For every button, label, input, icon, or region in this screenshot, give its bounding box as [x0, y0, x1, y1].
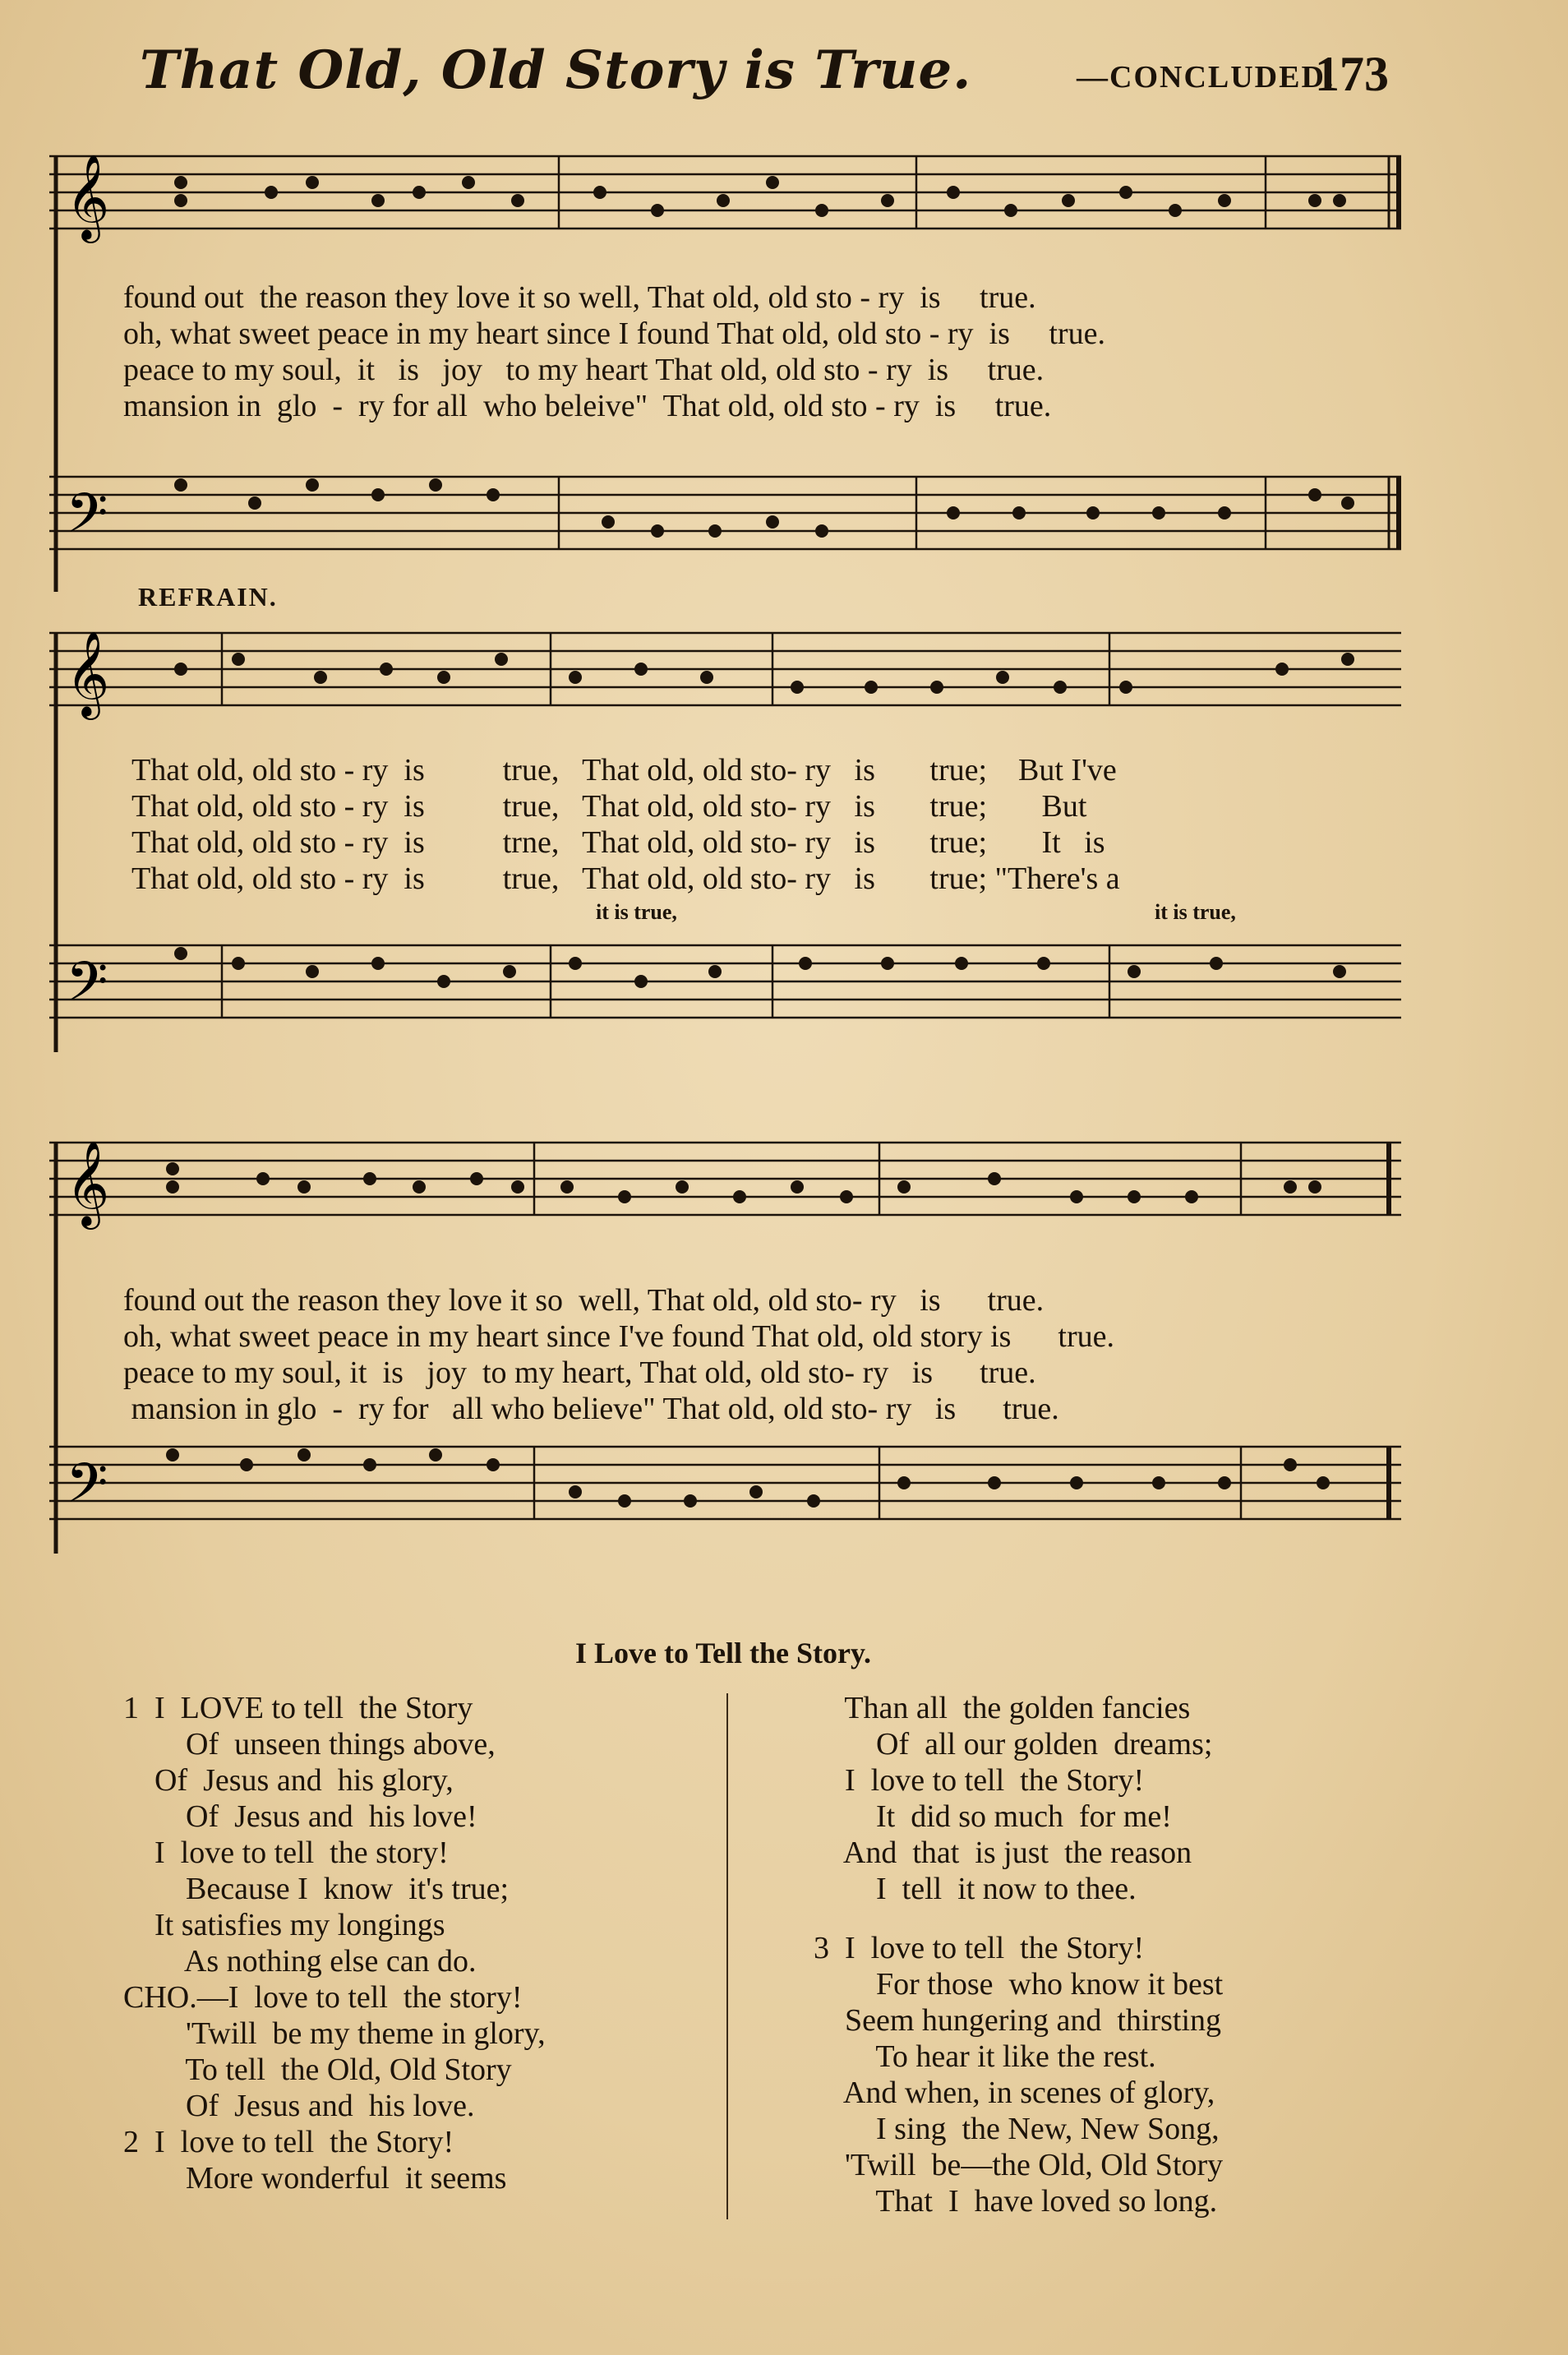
verse-line: Of all our golden dreams;: [814, 1727, 1213, 1762]
verse-line: 1 I LOVE to tell the Story: [123, 1691, 473, 1725]
hymn-right-column: [814, 1690, 1223, 2219]
lyric-line: peace to my soul, it is joy to my heart, That old, old sto- ry is true.: [123, 1355, 1036, 1390]
verse-line: To tell the Old, Old Story: [123, 2053, 512, 2087]
verse-line: Seem hungering and thirsting: [814, 2003, 1222, 2038]
verse-line: Of Jesus and his glory,: [123, 1763, 454, 1798]
verse-line: 3 I love to tell the Story!: [814, 1931, 1145, 1965]
verse-line: And that is just the reason: [814, 1836, 1192, 1870]
verse-line: Because I know it's true;: [123, 1872, 510, 1906]
concluded-label: —CONCLUDED.: [1077, 60, 1335, 95]
lyrics-section-3: [123, 1282, 1438, 1427]
lyric-line: That old, old sto - ry is trne, That old, old sto- ry is true; It is: [131, 825, 1105, 860]
lyric-line: mansion in glo - ry for all who beleive" That old, old sto - ry is true.: [123, 389, 1052, 423]
verse-line: I love to tell the story!: [123, 1836, 449, 1870]
svg-text:𝄢: 𝄢: [66, 950, 108, 1027]
svg-text:𝄞: 𝄞: [66, 630, 110, 717]
verse-line: It did so much for me!: [814, 1799, 1172, 1834]
verse-line: And when, in scenes of glory,: [814, 2076, 1215, 2110]
hymn-left-column: [123, 1690, 546, 2196]
hymn-title: I Love to Tell the Story.: [574, 1637, 872, 1669]
verse-line: That I have loved so long.: [814, 2184, 1218, 2219]
lyric-line: That old, old sto - ry is true, That old, old sto- ry is true; But I've: [131, 753, 1117, 787]
column-divider: [726, 1693, 728, 2219]
verse-line: Of unseen things above,: [123, 1727, 496, 1762]
svg-text:𝄢: 𝄢: [66, 482, 108, 558]
verse-line: More wonderful it seems: [123, 2161, 507, 2196]
lyric-line: That old, old sto - ry is true, That old, old sto- ry is true; But: [131, 789, 1087, 824]
song-title: That Old, Old Story is True.: [140, 39, 972, 101]
refrain-label: REFRAIN.: [138, 582, 278, 612]
lyric-line: peace to my soul, it is joy to my heart That old, old sto - ry is true.: [123, 353, 1045, 387]
verse-line: As nothing else can do.: [123, 1944, 477, 1979]
verse-line: I love to tell the Story!: [814, 1763, 1145, 1798]
svg-text:𝄢: 𝄢: [66, 1452, 108, 1528]
verse-line: CHO.—I love to tell the story!: [123, 1980, 523, 2015]
lyrics-refrain: [131, 752, 1446, 897]
lyric-line: found out the reason they love it so well, That old, old sto- ry is true.: [123, 1283, 1045, 1318]
verse-line: Of Jesus and his love!: [123, 1799, 477, 1834]
lyric-line: mansion in glo - ry for all who believe" That old, old sto- ry is true.: [123, 1392, 1059, 1426]
verse-line: 'Twill be my theme in glory,: [123, 2016, 546, 2051]
page-number: 173: [1315, 47, 1389, 101]
svg-text:𝄞: 𝄞: [66, 1140, 110, 1226]
lyric-line: oh, what sweet peace in my heart since I've found That old, old story is true.: [123, 1319, 1114, 1354]
page-header: [140, 39, 1422, 113]
verse-line: [814, 1907, 1223, 1930]
svg-text:𝄞: 𝄞: [66, 154, 110, 240]
verse-line: 2 I love to tell the Story!: [123, 2125, 454, 2159]
verse-line: Than all the golden fancies: [814, 1691, 1191, 1725]
verse-line: 'Twill be—the Old, Old Story: [814, 2148, 1224, 2182]
lyrics-section-1: [123, 279, 1438, 424]
verse-line: It satisfies my longings: [123, 1908, 445, 1942]
verse-line: For those who know it best: [814, 1967, 1224, 2002]
lyric-line: oh, what sweet peace in my heart since I found That old, old sto - ry is true.: [123, 316, 1105, 351]
lyric-line: found out the reason they love it so well, That old, old sto - ry is true.: [123, 280, 1036, 315]
alto-echo-2: it is true,: [1155, 900, 1236, 924]
verse-line: Of Jesus and his love.: [123, 2089, 475, 2123]
alto-echo-1: it is true,: [596, 900, 677, 924]
verse-line: I tell it now to thee.: [814, 1872, 1137, 1906]
verse-line: I sing the New, New Song,: [814, 2112, 1220, 2146]
lyric-line: That old, old sto - ry is true, That old, old sto- ry is true; "There's a: [131, 861, 1120, 896]
verse-line: To hear it like the rest.: [814, 2039, 1156, 2074]
